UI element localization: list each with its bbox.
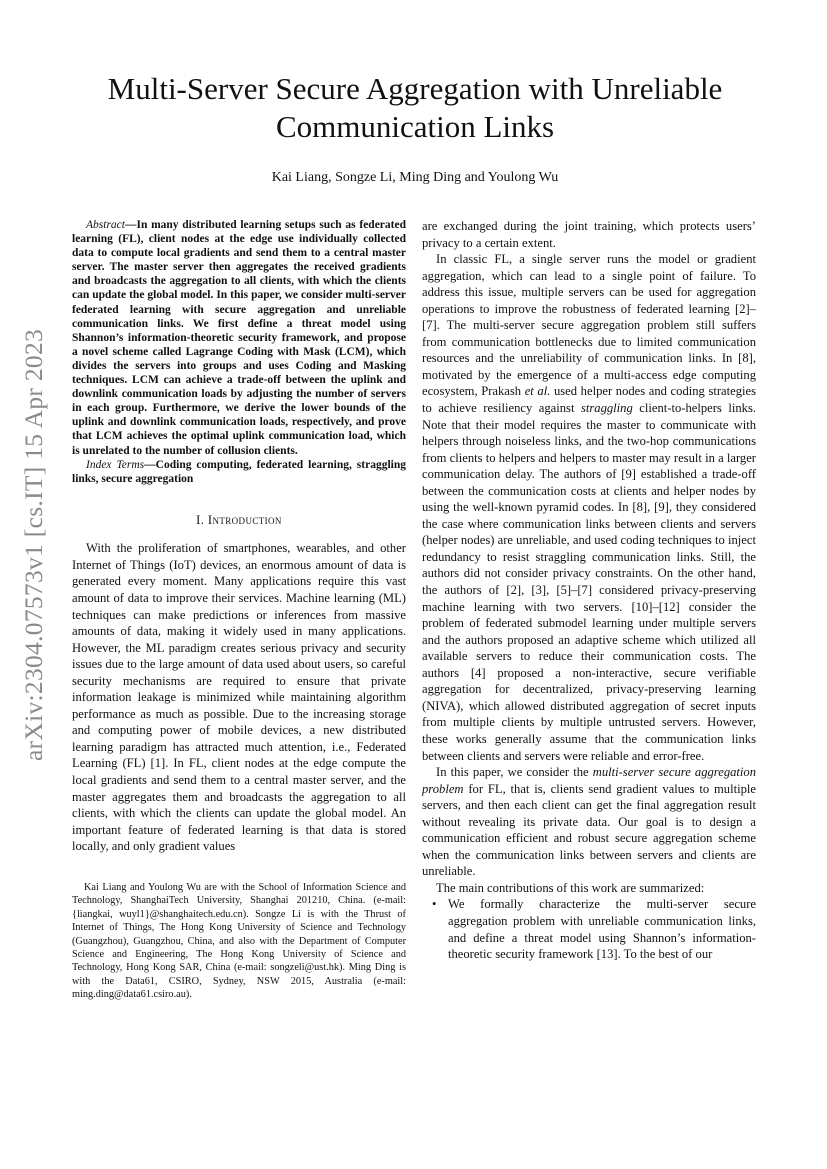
- arxiv-stamp: [14, 195, 54, 895]
- index-terms-lead: Index Terms: [86, 458, 145, 471]
- right-paragraph-2: [422, 251, 756, 764]
- paper-title: Multi-Server Secure Aggregation with Unreliable Communication Links: [107, 71, 723, 144]
- abstract-lead: Abstract: [86, 219, 125, 231]
- right-paragraph-3: [422, 764, 756, 880]
- right-paragraph-3-part-c: for FL, that is, clients send gradient values to multiple servers, and then each client can get the final aggregation result without revealing its private data. Our goal is to design a communication efficient and robust secure aggregation scheme when the communication links between servers and clients are unreliable.: [422, 781, 756, 879]
- right-paragraph-2-part-e: client-to-helpers links. Note that their model requires the master to communicate with helpers through noiseless links, and the two-hop communications from clients to helpers and helpers to master may result in a larger communication delay. The authors of [9] established a trade-off between the communication costs at clients and helper nodes by using the well-known pyramid codes. In [8], [9], they considered the case where communication links between clients and servers (helper nodes) are unreliable, and used coding techniques to inject redundancy to resist straggling communication links. Still, the authors did not consider privacy constraints. On the other hand, the authors of [2], [3], [5]–[7] considered privacy-preserving machine learning with two servers. [10]–[12] consider the problem of federated submodel learning under multiple servers and the authors proposed an adaptive scheme which utilized all available servers to reduce their communication costs. The authors [4] proposed a non-interactive, secure verifiable aggregation for decentralized, privacy-preserving learning (NIVA), which allowed distributed aggregation of secret inputs from multiple clients by multiple untrusted servers. However, these works generally assume that the communication links between clients and servers were reliable and error-free.: [422, 401, 756, 763]
- right-paragraph-3-part-a: In this paper, we consider the: [436, 765, 593, 780]
- right-paragraph-2-straggling: straggling: [580, 401, 633, 416]
- abstract-text: —In many distributed learning setups such as federated learning (FL), client nodes at the edge use individually collected data to compute local gradients and send them to a central master server. The master server then aggregates the received gradients and broadcasts the aggregation to all clients, with which the clients can update the global model. In this paper, we consider multi-server federated learning with secure aggregation and unreliable communication links. We first define a threat model using Shannon’s information-theoretic security framework, and propose a novel scheme called Lagrange Coding with Mask (LCM), which divides the servers into groups and uses Coding and Masking techniques. LCM can achieve a trade-off between the uplink and downlink communication loads by adjusting the number of servers in each group. Furthermore, we derive the lower bounds of the uplink and downlink communication loads, respectively, and prove that LCM achieves the optimal uplink communication load, which is unrelated to the number of collusion clients.: [72, 219, 406, 457]
- intro-paragraph-1: With the proliferation of smartphones, wearables, and other Internet of Things (IoT) devices, an enormous amount of data is generated every moment. Many applications require this vast amount of data to improve their services. Machine learning (ML) techniques can make predictions or inferences from massive amounts of data, making it widely used in many applications. However, the ML paradigm creates serious privacy and security issues due to the large amount of data used about users, so careful security mechanisms are required to ensure that private information leakage is minimized while maintaining algorithm performance as much as possible. Due to the increasing storage and computing power of mobile devices, a new distributed learning paradigm has attracted much attention, i.e., Federated Learning (FL) [1]. In FL, client nodes at the edge compute the local gradients and send them to a central master server, and the master aggregates them and broadcasts the aggregation to all clients, with which the clients can update the global model. An important feature of federated learning is that data is stored locally, and only gradient values: [72, 541, 406, 854]
- section-heading-introduction: I. Introduction: [196, 512, 282, 527]
- arxiv-stamp-text: arXiv:2304.07573v1 [cs.IT] 15 Apr 2023: [19, 328, 48, 762]
- right-paragraph-2-etal: et al.: [524, 384, 551, 399]
- paper-authors: Kai Liang, Songze Li, Ming Ding and Youlong Wu: [271, 170, 559, 185]
- author-footnote: Kai Liang and Youlong Wu are with the School of Information Science and Technology, ShanghaiTech University, Shanghai 201210, China. (e-mail: {liangkai, wuyl1}@shanghaitech.edu.cn). Songze Li is with the Thrust of Internet of Things, The Hong Kong University of Science and Technology (Guangzhou), Guangzhou, China, and also with the Department of Computer Science and Engineering, The Hong Kong University of Science and Technology, Hong Kong SAR, China (e-mail: songzeli@ust.hk). Ming Ding is with the Data61, CSIRO, Sydney, NSW 2015, Australia (e-mail: ming.ding@data61.csiro.au).: [72, 882, 406, 1001]
- contributions-list: [422, 896, 756, 962]
- index-terms-text: —Coding computing, federated learning, straggling links, secure aggregation: [72, 458, 406, 485]
- right-paragraph-2-part-a: In classic FL, a single server runs the model or gradient aggregation, which can lead to a single point of failure. To address this issue, multiple servers can be used for aggregation operations to improve the robustness of federated learning [2]–[7]. The multi-server secure aggregation problem still suffers from communication bottlenecks due to limited communication resources and the unreliability of communication links. In [8], motivated by the emergence of a multi-access edge computing ecosystem, Prakash: [422, 252, 756, 399]
- right-paragraph-4: The main contributions of this work are summarized:: [436, 880, 705, 895]
- abstract: [72, 218, 406, 458]
- right-paragraph-1: are exchanged during the joint training, which protects users’ privacy to a certain extent.: [422, 219, 756, 250]
- left-column: [72, 218, 406, 855]
- list-item: • We formally characterize the multi-server secure aggregation problem with unreliable communication links, and define a threat model using Shannon’s information-theoretic security framework [13]. To the best of our: [422, 896, 756, 962]
- right-paragraph-2-part-c: used helper nodes and coding strategies to achieve resiliency against: [422, 384, 757, 416]
- right-column: [422, 218, 756, 963]
- index-terms: [72, 458, 406, 486]
- right-paragraph-3-problem-name: multi-server secure aggregation problem: [422, 765, 756, 796]
